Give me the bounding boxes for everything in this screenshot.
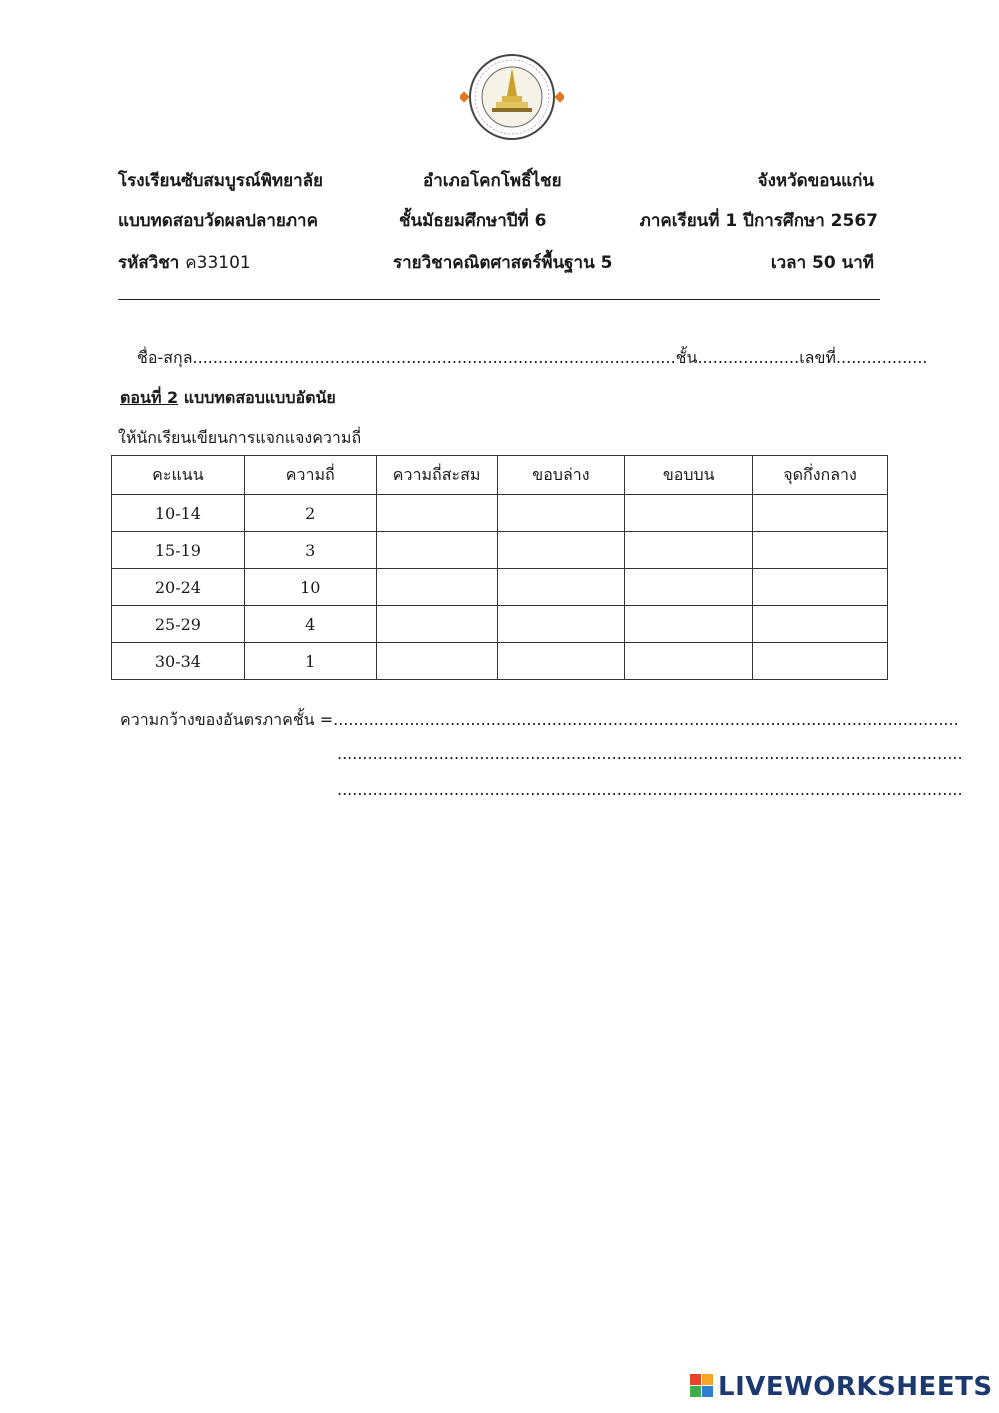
header-lower-boundary: ขอบล่าง — [497, 456, 625, 495]
frequency-cell: 4 — [244, 606, 376, 643]
midpoint-input[interactable] — [753, 532, 888, 569]
province-name: จังหวัดขอนแก่น — [757, 171, 874, 191]
upper-boundary-input[interactable] — [625, 569, 753, 606]
section-title: ตอนที่ 2 — [120, 388, 179, 407]
class-width-answer-field-2[interactable]: ........................................................................................................................... — [337, 744, 963, 763]
table-row — [112, 495, 888, 532]
header-row-2 — [118, 207, 878, 235]
cumulative-frequency-input[interactable] — [376, 495, 497, 532]
section-heading — [120, 386, 336, 411]
header-divider — [118, 299, 880, 300]
header-midpoint: จุดกึ่งกลาง — [753, 456, 888, 495]
subject-code — [118, 249, 251, 276]
midpoint-input[interactable] — [753, 606, 888, 643]
cumulative-frequency-input[interactable] — [376, 643, 497, 680]
school-seal-logo — [460, 52, 564, 142]
school-name: โรงเรียนซับสมบูรณ์พิทยาลัย — [118, 171, 323, 191]
cumulative-frequency-input[interactable] — [376, 569, 497, 606]
cumulative-frequency-input[interactable] — [376, 532, 497, 569]
brand-blocks-icon — [690, 1374, 714, 1398]
upper-boundary-input[interactable] — [625, 495, 753, 532]
score-cell: 25-29 — [112, 606, 245, 643]
table-header-row — [112, 456, 888, 495]
brand-name: LIVEWORKSHEETS — [718, 1372, 993, 1402]
table-row — [112, 643, 888, 680]
lower-boundary-input[interactable] — [497, 606, 625, 643]
score-cell: 20-24 — [112, 569, 245, 606]
table-row — [112, 569, 888, 606]
term-year: ภาคเรียนที่ 1 ปีการศึกษา 2567 — [639, 211, 878, 231]
class-width-line — [120, 708, 959, 733]
lower-boundary-input[interactable] — [497, 643, 625, 680]
grade-level: ชั้นมัธยมศึกษาปีที่ 6 — [399, 211, 547, 231]
score-cell: 10-14 — [112, 495, 245, 532]
subject-code-value: ค33101 — [185, 253, 251, 273]
table-row — [112, 532, 888, 569]
subject-name: รายวิชาคณิตศาสตร์พื้นฐาน 5 — [393, 253, 613, 273]
class-field[interactable]: .................... — [697, 348, 800, 367]
frequency-cell: 1 — [244, 643, 376, 680]
header-cumulative-frequency: ความถี่สะสม — [376, 456, 497, 495]
midpoint-input[interactable] — [753, 495, 888, 532]
upper-boundary-input[interactable] — [625, 606, 753, 643]
lower-boundary-input[interactable] — [497, 532, 625, 569]
class-width-label: ความกว้างของอันตรภาคชั้น = — [120, 710, 334, 729]
lower-boundary-input[interactable] — [497, 569, 625, 606]
header-row-3 — [118, 249, 878, 277]
header-upper-boundary: ขอบบน — [625, 456, 753, 495]
section-subtitle: แบบทดสอบแบบอัตนัย — [183, 388, 336, 407]
midpoint-input[interactable] — [753, 569, 888, 606]
frequency-table — [111, 455, 888, 680]
exam-title: แบบทดสอบวัดผลปลายภาค — [118, 211, 318, 231]
number-label: เลขที่ — [799, 348, 836, 367]
class-width-answer-field-1[interactable]: ........................................................................................................................... — [333, 710, 959, 729]
class-label: ชั้น — [675, 348, 698, 367]
subject-code-label: รหัสวิชา — [118, 253, 180, 273]
number-field[interactable]: .................. — [835, 348, 928, 367]
exam-duration: เวลา 50 นาที — [770, 253, 874, 273]
cumulative-frequency-input[interactable] — [376, 606, 497, 643]
score-cell: 30-34 — [112, 643, 245, 680]
table-row — [112, 606, 888, 643]
district-name: อำเภอโคกโพธิ์ไชย — [423, 171, 562, 191]
class-width-answer-field-3[interactable]: ........................................................................................................................... — [337, 780, 963, 799]
lower-boundary-input[interactable] — [497, 495, 625, 532]
header-score: คะแนน — [112, 456, 245, 495]
school-seal-icon — [460, 52, 564, 142]
header-row-1 — [118, 167, 878, 195]
frequency-cell: 2 — [244, 495, 376, 532]
upper-boundary-input[interactable] — [625, 643, 753, 680]
liveworksheets-logo — [690, 1372, 993, 1406]
upper-boundary-input[interactable] — [625, 532, 753, 569]
midpoint-input[interactable] — [753, 643, 888, 680]
instruction-text: ให้นักเรียนเขียนการแจกแจงความถี่ — [118, 428, 362, 447]
name-label: ชื่อ-สกุล — [137, 348, 193, 367]
frequency-cell: 10 — [244, 569, 376, 606]
student-info-line — [137, 346, 928, 371]
header-frequency: ความถี่ — [244, 456, 376, 495]
name-field[interactable]: ............................................................................................... — [192, 348, 676, 367]
frequency-cell: 3 — [244, 532, 376, 569]
score-cell: 15-19 — [112, 532, 245, 569]
